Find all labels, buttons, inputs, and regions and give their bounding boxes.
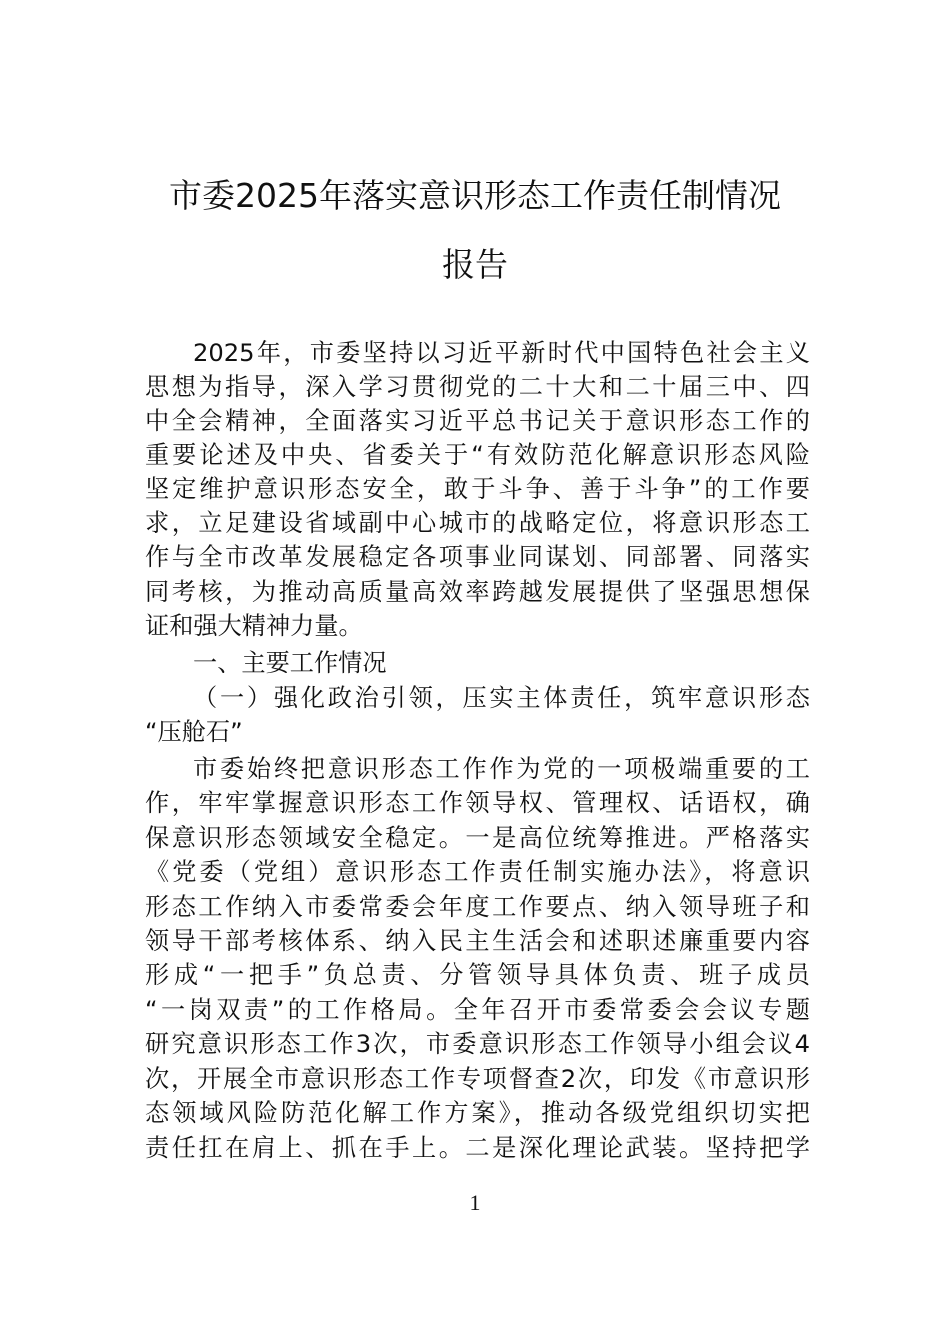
text-line: 作与全市改革发展稳定各项事业同谋划、同部署、同落实 xyxy=(145,543,810,571)
text-line: 证和强大精神力量。 xyxy=(145,612,363,640)
text-line: 思想为指导，深入学习贯彻党的二十大和二十届三中、四 xyxy=(145,373,810,401)
text-line: 坚定维护意识形态安全，敢于斗争、善于斗争”的工作要 xyxy=(145,475,810,503)
text-line: 研究意识形态工作3次，市委意识形态工作领导小组会议4 xyxy=(145,1030,810,1058)
document-title-line-1: 市委2025年落实意识形态工作责任制情况 xyxy=(169,176,781,215)
text-line: 形态工作纳入市委常委会年度工作要点、纳入领导班子和 xyxy=(145,893,810,921)
text-line: 作，牢牢掌握意识形态工作领导权、管理权、话语权，确 xyxy=(145,789,810,817)
text-line: 形成“一把手”负总责、分管领导具体负责、班子成员 xyxy=(145,961,810,989)
text-line: 重要论述及中央、省委关于“有效防范化解意识形态风险 xyxy=(145,441,810,469)
text-line: 中全会精神，全面落实习近平总书记关于意识形态工作的 xyxy=(145,407,810,435)
text-line: 态领域风险防范化解工作方案》，推动各级党组织切实把 xyxy=(145,1099,810,1127)
text-line: 2025年，市委坚持以习近平新时代中国特色社会主义 xyxy=(193,339,810,367)
text-line: 保意识形态领域安全稳定。一是高位统筹推进。严格落实 xyxy=(145,824,810,852)
section-heading: 一、主要工作情况 xyxy=(193,649,387,677)
text-line: 市委始终把意识形态工作作为党的一项极端重要的工 xyxy=(193,755,810,783)
text-line: 求，立足建设省域副中心城市的战略定位，将意识形态工 xyxy=(145,509,810,537)
text-line: 领导干部考核体系、纳入民主生活会和述职述廉重要内容 xyxy=(145,927,810,955)
page-number: 1 xyxy=(469,1190,481,1215)
text-line: 次，开展全市意识形态工作专项督查2次，印发《市意识形 xyxy=(145,1065,810,1093)
text-line: “压舱石” xyxy=(145,718,243,746)
text-line: 《党委（党组）意识形态工作责任制实施办法》，将意识 xyxy=(145,858,810,886)
text-line: 责任扛在肩上、抓在手上。二是深化理论武装。坚持把学 xyxy=(145,1134,810,1162)
text-line: 同考核，为推动高质量高效率跨越发展提供了坚强思想保 xyxy=(145,578,810,606)
text-line: “一岗双责”的工作格局。全年召开市委常委会会议专题 xyxy=(145,996,810,1024)
document-title-line-2: 报告 xyxy=(442,245,508,284)
text-line: （一）强化政治引领，压实主体责任，筑牢意识形态 xyxy=(193,684,810,712)
